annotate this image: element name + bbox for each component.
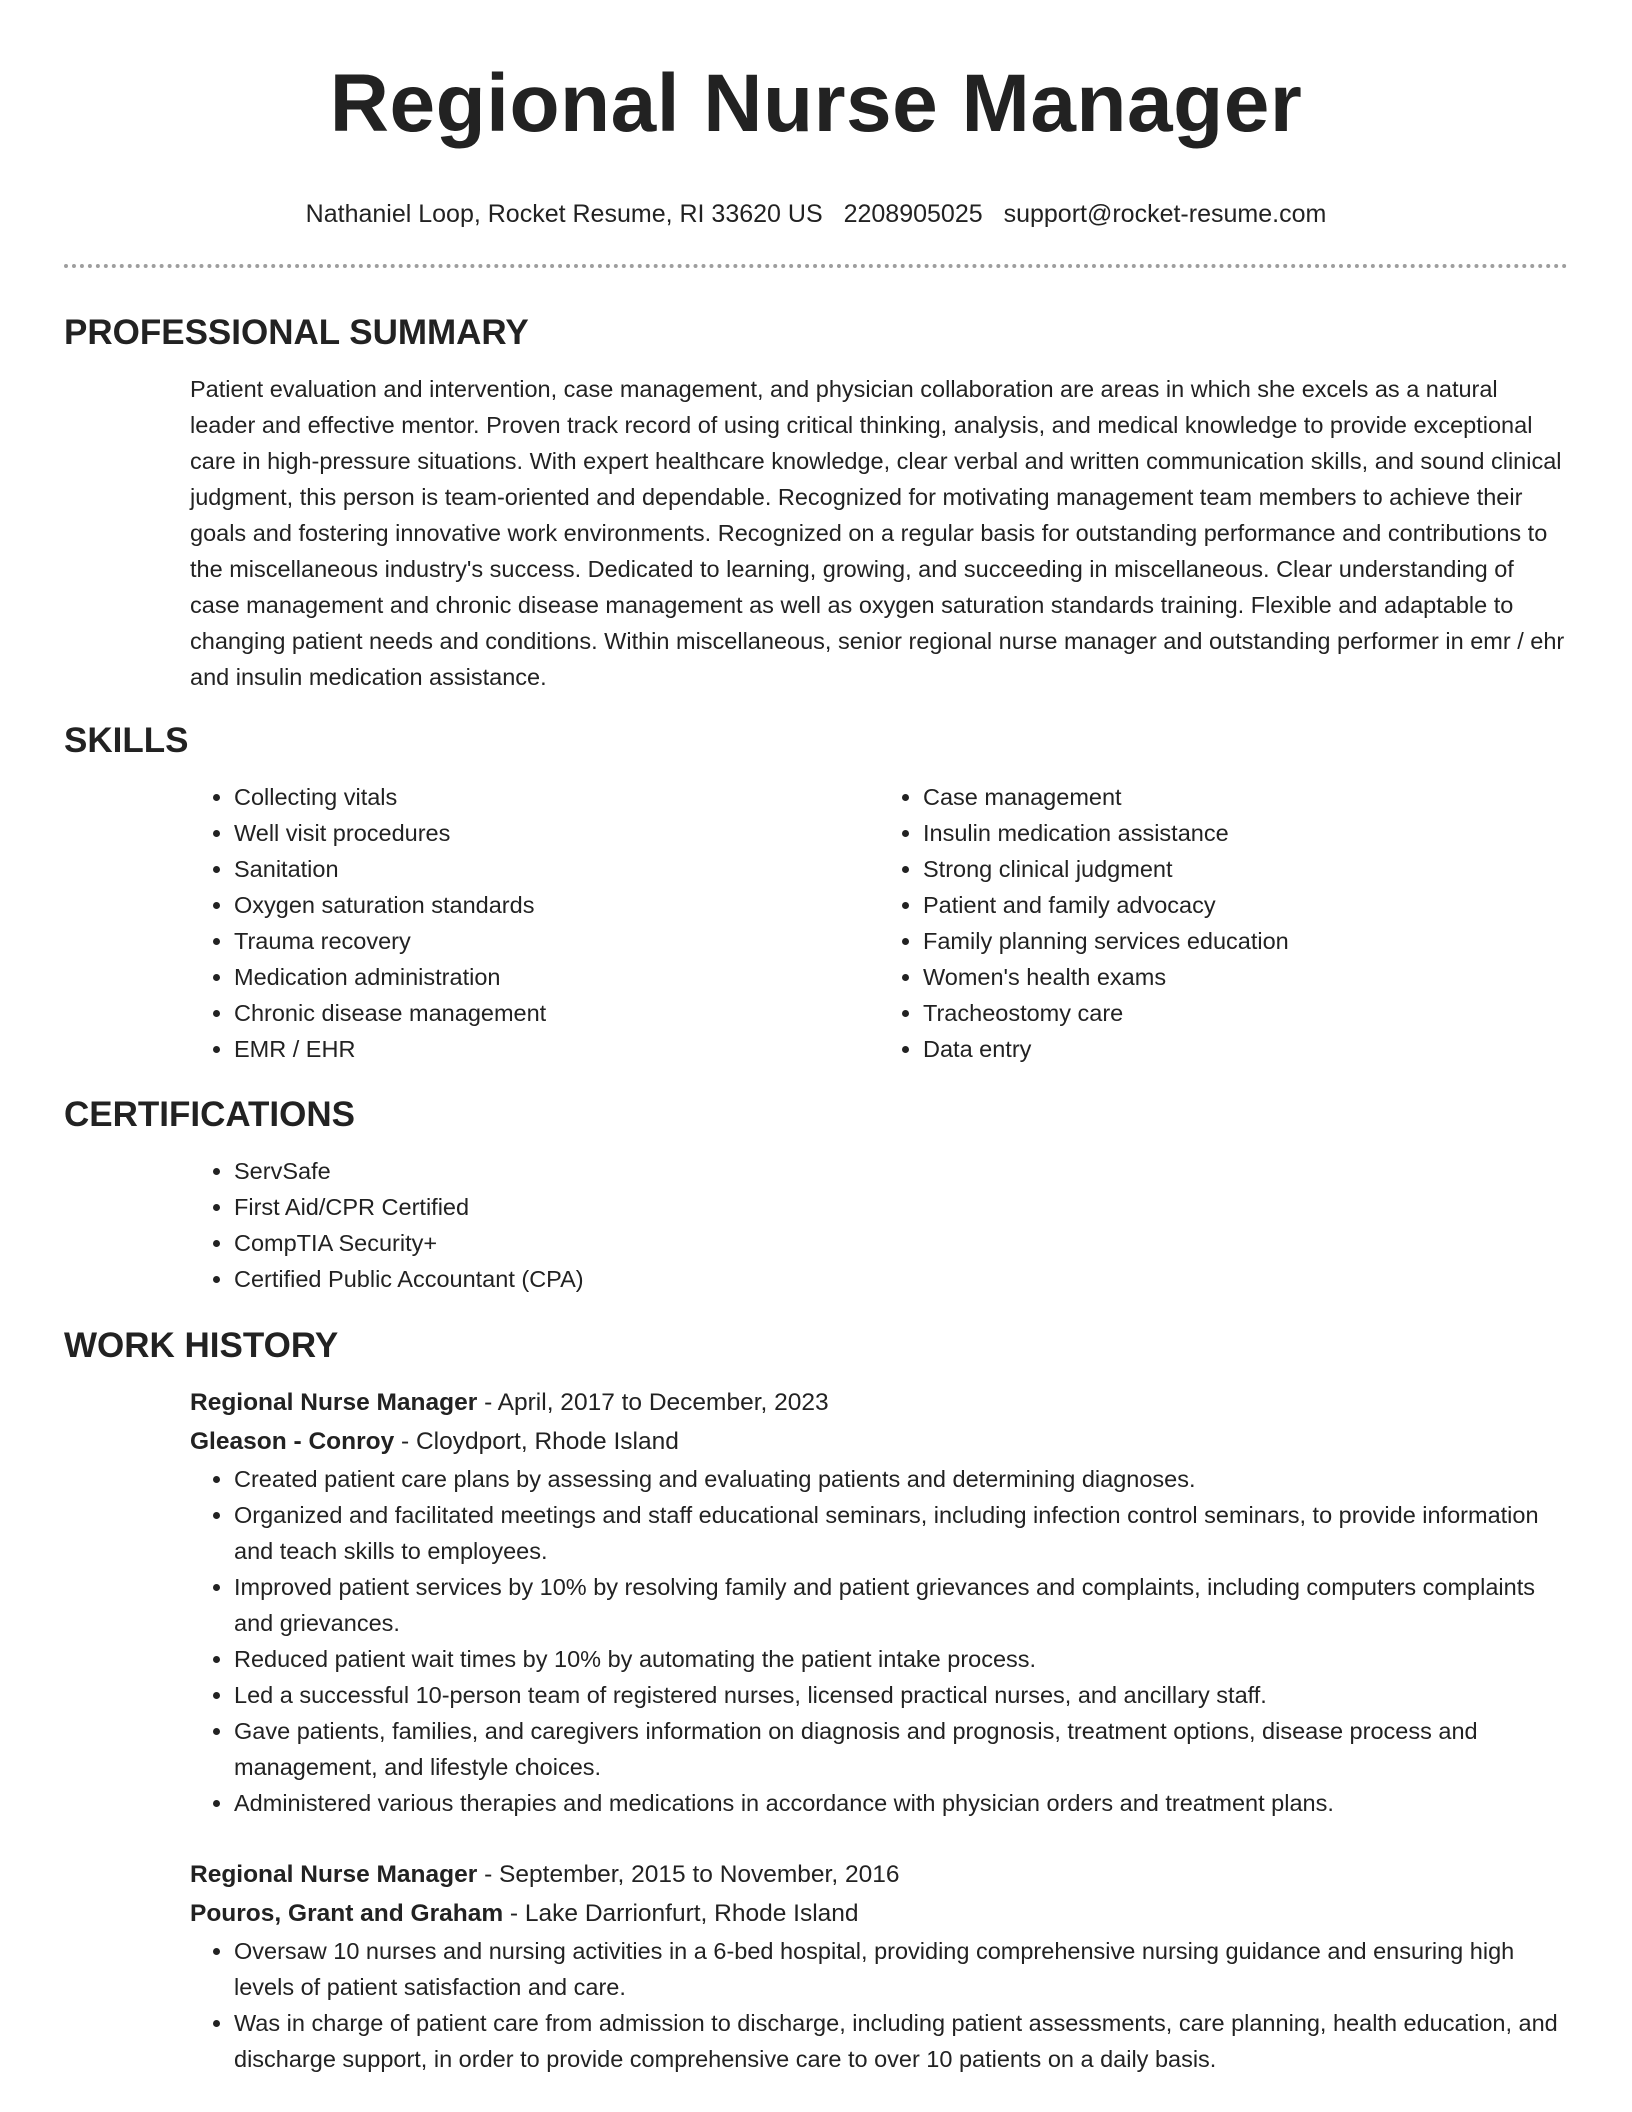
contact-line <box>64 198 1568 230</box>
skill-item: • Trauma recovery <box>234 923 879 959</box>
job-dates: - April, 2017 to December, 2023 <box>477 1389 829 1416</box>
certification-item: • CompTIA Security+ <box>234 1225 1568 1261</box>
summary-section <box>190 371 1568 695</box>
summary-heading: PROFESSIONAL SUMMARY <box>64 313 529 352</box>
certifications-section <box>190 1153 1568 1297</box>
job-title: Regional Nurse Manager <box>190 1389 478 1416</box>
job-bullet: • Created patient care plans by assessing and evaluating patients and determining diagnoses. <box>234 1461 1568 1497</box>
certification-item: • ServSafe <box>234 1153 1568 1189</box>
job-company-line <box>190 1894 1568 1933</box>
certifications-heading: CERTIFICATIONS <box>64 1095 356 1134</box>
job-location: - Cloydport, Rhode Island <box>394 1428 679 1455</box>
skill-item: • Strong clinical judgment <box>923 851 1568 887</box>
contact-email: support@rocket-resume.com <box>1003 200 1327 228</box>
job-bullet: • Reduced patient wait times by 10% by automating the patient intake process. <box>234 1641 1568 1677</box>
job-title-line <box>190 1855 1568 1894</box>
skill-item: • Insulin medication assistance <box>923 815 1568 851</box>
job-bullet: • Organized and facilitated meetings and staff educational seminars, including infection control seminars, to provide information and teach skills to employees. <box>234 1497 1568 1569</box>
skill-item: • Collecting vitals <box>234 779 879 815</box>
job-entry <box>190 1855 1568 2077</box>
job-location: - Lake Darrionfurt, Rhode Island <box>503 1900 859 1927</box>
skill-item: • Data entry <box>923 1031 1568 1067</box>
certification-item: • First Aid/CPR Certified <box>234 1189 1568 1225</box>
summary-text: Patient evaluation and intervention, case management, and physician collaboration are areas in which she excels as a natural leader and effective mentor. Proven track record of using critical thinking, analysis, and medical knowledge to provide exceptional care in high-pressure situations. With expert healthcare knowledge, clear verbal and written communication skills, and sound clinical judgment, this person is team-oriented and dependable. Recognized for motivating management team members to achieve their goals and fostering innovative work environments. Recognized on a regular basis for outstanding performance and contributions to the miscellaneous industry's success. Dedicated to learning, growing, and succeeding in miscellaneous. Clear understanding of case management and chronic disease management as well as oxygen saturation standards training. Flexible and adaptable to changing patient needs and conditions. Within miscellaneous, senior regional nurse manager and outstanding performer in emr / ehr and insulin medication assistance. <box>190 376 1565 690</box>
header-divider <box>64 264 1568 268</box>
skills-grid <box>190 779 1568 1067</box>
skill-item: • EMR / EHR <box>234 1031 879 1067</box>
job-bullet: • Improved patient services by 10% by resolving family and patient grievances and complaints, including computers complaints and grievances. <box>234 1569 1568 1641</box>
job-title: Regional Nurse Manager <box>190 1861 478 1888</box>
job-company: Gleason - Conroy <box>190 1428 395 1455</box>
skills-list-left <box>190 779 879 1067</box>
skills-heading: SKILLS <box>64 721 189 760</box>
job-dates: - September, 2015 to November, 2016 <box>477 1861 900 1888</box>
skill-item: • Women's health exams <box>923 959 1568 995</box>
job-bullet: • Administered various therapies and medications in accordance with physician orders and treatment plans. <box>234 1785 1568 1821</box>
job-company-line <box>190 1422 1568 1461</box>
job-bullet-list <box>190 1461 1568 1821</box>
certifications-list <box>190 1153 1568 1297</box>
certification-item: • Certified Public Accountant (CPA) <box>234 1261 1568 1297</box>
skill-item: • Oxygen saturation standards <box>234 887 879 923</box>
resume-title: Regional Nurse Manager <box>329 58 1303 149</box>
skill-item: • Medication administration <box>234 959 879 995</box>
job-title-line <box>190 1383 1568 1422</box>
contact-address: Nathaniel Loop, Rocket Resume, RI 33620 US <box>305 200 823 228</box>
job-bullet: • Led a successful 10-person team of registered nurses, licensed practical nurses, and ancillary staff. <box>234 1677 1568 1713</box>
job-bullet: • Was in charge of patient care from admission to discharge, including patient assessments, care planning, health education, and discharge support, in order to provide comprehensive care to over 10 patients on a daily basis. <box>234 2005 1568 2077</box>
job-bullet: • Oversaw 10 nurses and nursing activities in a 6-bed hospital, providing comprehensive nursing guidance and ensuring high levels of patient satisfaction and care. <box>234 1933 1568 2005</box>
skills-list-right <box>879 779 1568 1067</box>
job-entry <box>190 1383 1568 1821</box>
skill-item: • Chronic disease management <box>234 995 879 1031</box>
job-bullet: • Gave patients, families, and caregivers information on diagnosis and prognosis, treatment options, disease process and management, and lifestyle choices. <box>234 1713 1568 1785</box>
job-company: Pouros, Grant and Graham <box>190 1900 504 1927</box>
skill-item: • Sanitation <box>234 851 879 887</box>
skill-item: • Patient and family advocacy <box>923 887 1568 923</box>
skill-item: • Case management <box>923 779 1568 815</box>
work-history-heading: WORK HISTORY <box>64 1326 339 1365</box>
resume-page <box>64 0 1568 2077</box>
job-bullet-list <box>190 1933 1568 2077</box>
skill-item: • Tracheostomy care <box>923 995 1568 1031</box>
skill-item: • Family planning services education <box>923 923 1568 959</box>
contact-phone: 2208905025 <box>843 200 983 228</box>
skill-item: • Well visit procedures <box>234 815 879 851</box>
